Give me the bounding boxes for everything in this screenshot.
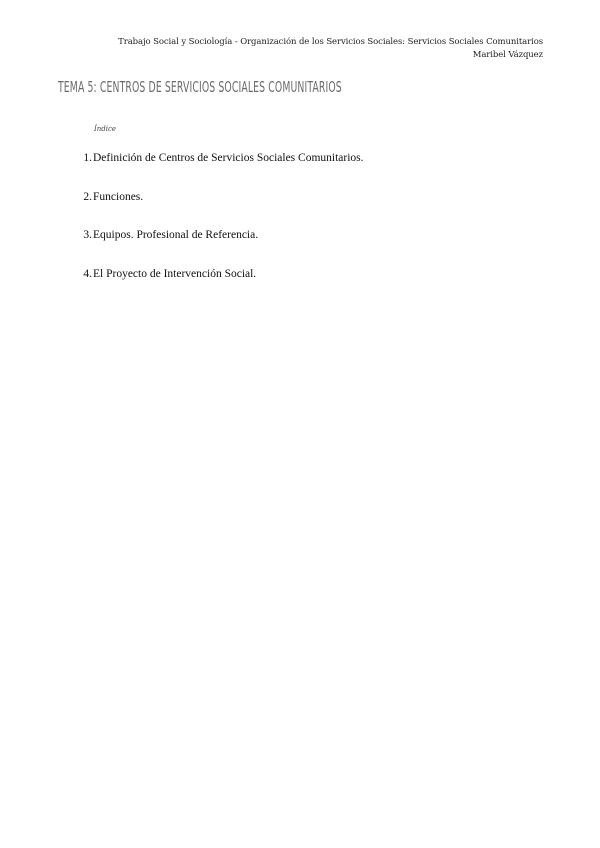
header-course-title: Trabajo Social y Sociología - Organización de los Servicios Sociales: Servicios Sociales Comunitarios <box>118 37 543 47</box>
table-of-contents <box>70 152 364 306</box>
toc-item-number: 1. <box>83 152 92 164</box>
toc-item <box>70 152 364 191</box>
toc-item-number: 4. <box>83 267 92 280</box>
page-title: TEMA 5: CENTROS DE SERVICIOS SOCIALES COMUNITARIOS <box>58 78 342 96</box>
toc-item-text: Funciones. <box>93 190 144 203</box>
toc-item <box>70 229 364 268</box>
page-header <box>118 36 543 62</box>
toc-item-number: 3. <box>83 229 92 241</box>
toc-item <box>70 191 364 230</box>
toc-item-text: Equipos. Profesional de Referencia. <box>93 229 259 241</box>
toc-item-number: 2. <box>83 190 92 203</box>
toc-item <box>70 268 364 307</box>
toc-item-text: Definición de Centros de Servicios Sociales Comunitarios. <box>93 152 364 164</box>
index-label: Índice <box>94 125 117 133</box>
header-author: Maribel Vázquez <box>472 50 543 60</box>
toc-item-text: El Proyecto de Intervención Social. <box>93 267 257 280</box>
